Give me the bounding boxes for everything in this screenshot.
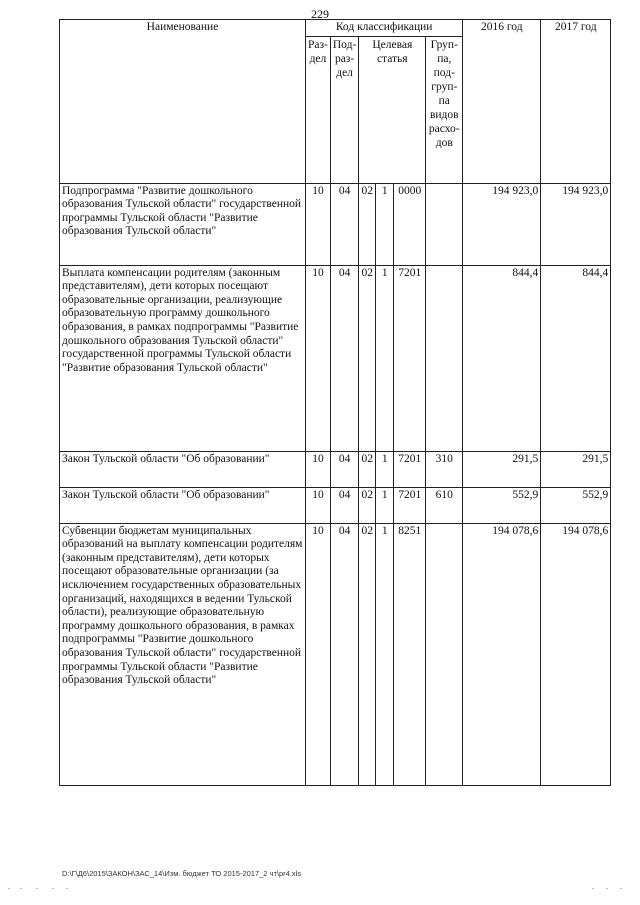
row-target-subprogram: 1 [376, 265, 394, 451]
row-target-direction: 7201 [394, 487, 426, 523]
row-expense-group [426, 523, 463, 785]
header-target-item: Целевая статья [359, 36, 426, 183]
row-value-2017: 844,4 [541, 265, 611, 451]
row-expense-group: 610 [426, 487, 463, 523]
row-value-2016: 194 078,6 [463, 523, 541, 785]
scan-noise [0, 888, 640, 892]
row-target-direction: 0000 [394, 183, 426, 265]
header-year-2017: 2017 год [541, 20, 611, 184]
header-year-2016: 2016 год [463, 20, 541, 184]
row-name: Подпрограмма "Развитие дошкольного образования Тульской области" государственной программы Тульской области "Развитие образования Тульской области" [60, 183, 306, 265]
row-target-direction: 8251 [394, 523, 426, 785]
row-name: Выплата компенсации родителям (законным представителям), дети которых посещают образовательные организации, реализующие образовательную программу дошкольного образования, в рамках подпрограммы "Развитие дошкольного образования Тульской области" государственной программы Тульской области "Развитие образования Тульской области" [60, 265, 306, 451]
row-subsection: 04 [330, 487, 358, 523]
table-row [60, 183, 611, 265]
row-subsection: 04 [330, 523, 358, 785]
row-value-2016: 194 923,0 [463, 183, 541, 265]
row-target-program: 02 [359, 265, 376, 451]
row-expense-group [426, 183, 463, 265]
row-target-subprogram: 1 [376, 523, 394, 785]
row-target-program: 02 [359, 487, 376, 523]
row-value-2017: 552,9 [541, 487, 611, 523]
row-target-program: 02 [359, 451, 376, 487]
table-row [60, 265, 611, 451]
row-value-2017: 291,5 [541, 451, 611, 487]
header-subsection: Под- раз- дел [330, 36, 358, 183]
row-subsection: 04 [330, 183, 358, 265]
row-section: 10 [306, 487, 331, 523]
table-row [60, 451, 611, 487]
row-target-subprogram: 1 [376, 451, 394, 487]
budget-table [59, 19, 611, 786]
row-name: Субвенции бюджетам муниципальных образований на выплату компенсации родителям (законным представителям), дети которых посещают образовательные организации (за исключением государственных образовательных организаций, находящихся в ведении Тульской области), реализующие образовательную программу дошкольного образования, в рамках подпрограммы "Развитие дошкольного образования Тульской области" государственной программы Тульской области "Развитие образования Тульской области" [60, 523, 306, 785]
row-value-2017: 194 078,6 [541, 523, 611, 785]
row-subsection: 04 [330, 265, 358, 451]
row-value-2016: 291,5 [463, 451, 541, 487]
row-target-direction: 7201 [394, 451, 426, 487]
header-classification-code: Код классификации [306, 20, 463, 37]
row-target-program: 02 [359, 183, 376, 265]
table-row [60, 487, 611, 523]
row-value-2017: 194 923,0 [541, 183, 611, 265]
row-section: 10 [306, 451, 331, 487]
row-name: Закон Тульской области "Об образовании" [60, 451, 306, 487]
header-section: Раз- дел [306, 36, 331, 183]
row-target-direction: 7201 [394, 265, 426, 451]
row-section: 10 [306, 523, 331, 785]
footer-file-path: D:\Г\Д6\2015\ЗАКОН\ЗАС_14\Изм. бюджет ТО 2015-2017_2 чт\pr4.xls [62, 869, 302, 878]
row-target-subprogram: 1 [376, 487, 394, 523]
header-expense-group: Груп- па, под- груп- па видов расхо- дов [426, 36, 463, 183]
row-value-2016: 844,4 [463, 265, 541, 451]
row-expense-group [426, 265, 463, 451]
row-target-program: 02 [359, 523, 376, 785]
header-name: Наименование [60, 20, 306, 184]
row-target-subprogram: 1 [376, 183, 394, 265]
row-expense-group: 310 [426, 451, 463, 487]
row-name: Закон Тульской области "Об образовании" [60, 487, 306, 523]
row-value-2016: 552,9 [463, 487, 541, 523]
row-section: 10 [306, 265, 331, 451]
table-row [60, 523, 611, 785]
page-number: 229 [311, 7, 329, 21]
row-section: 10 [306, 183, 331, 265]
row-subsection: 04 [330, 451, 358, 487]
